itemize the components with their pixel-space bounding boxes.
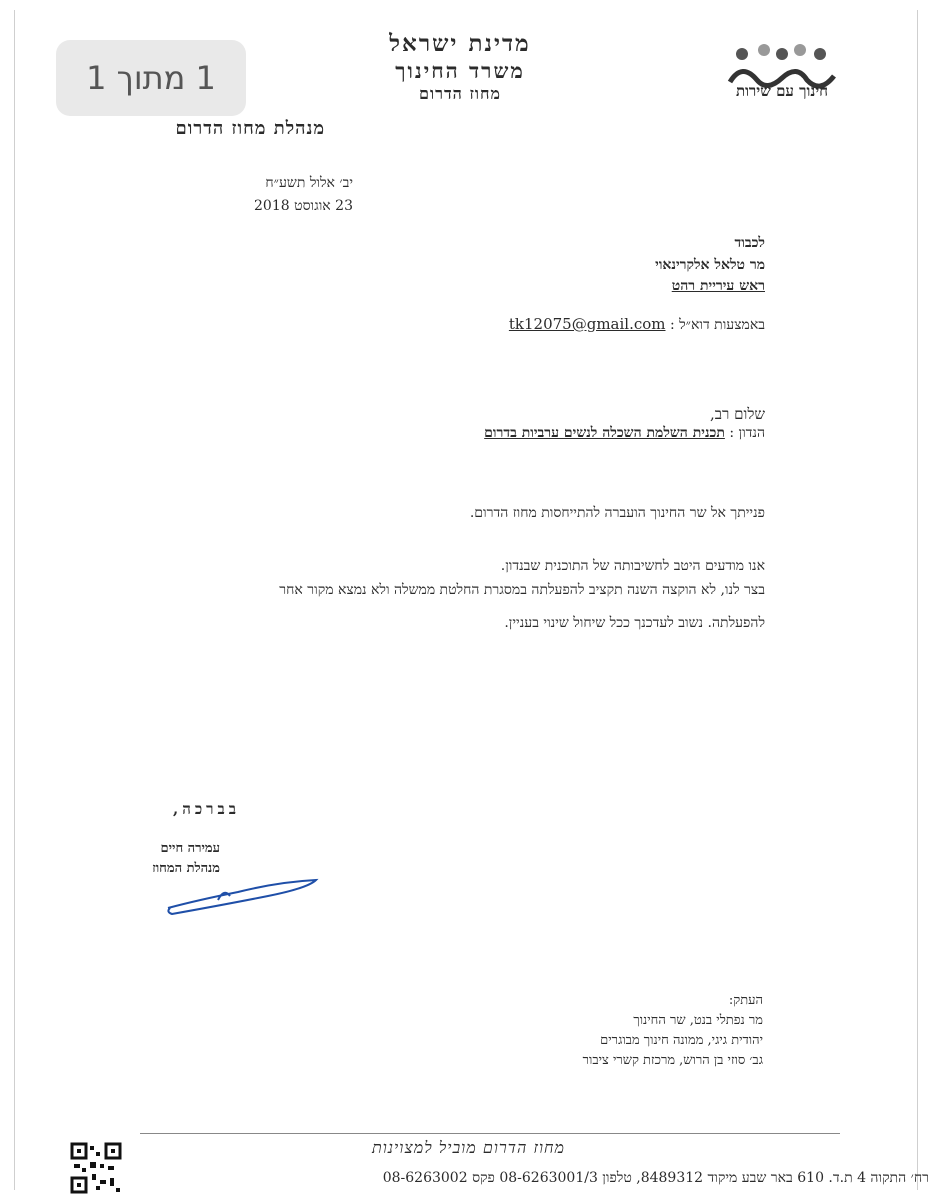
page-indicator: 1 מתוך 1 bbox=[56, 40, 246, 116]
footer-address: רח׳ התקוה 4 ת.ד. 610 באר שבע מיקוד 8489312, טלפון 08-6263001/3 פקס 08-6263002 bbox=[382, 1170, 929, 1186]
signatory-title: מנהלת המחוז bbox=[152, 861, 220, 876]
email-prefix: באמצעות דוא״ל : bbox=[669, 317, 765, 333]
email-line bbox=[509, 315, 765, 334]
document-page bbox=[14, 10, 918, 1190]
footer-title: מחוז הדרום מוביל למצוינות bbox=[372, 1138, 565, 1157]
body-paragraph: להפעלתה. נשוב לעדכנך ככל שיחול שינוי בעניין. bbox=[504, 615, 765, 631]
greeting: שלום רב, bbox=[710, 405, 765, 423]
body-paragraph: אנו מודעים היטב לחשיבותה של התוכנית שבנדון. bbox=[500, 558, 765, 574]
subject-text: תכנית השלמת השכלה לנשים ערביות בדרום bbox=[484, 425, 725, 441]
recipient-title: ראש עיריית רהט bbox=[671, 278, 765, 294]
cc-label: העתק: bbox=[728, 993, 763, 1008]
body-paragraph: פנייתך אל שר החינוך הועברה להתייחסות מחוז הדרום. bbox=[469, 505, 765, 521]
ministry-logo-icon bbox=[712, 42, 852, 118]
recipient-label: לכבוד bbox=[734, 235, 765, 251]
cc-item: מר נפתלי בנט, שר החינוך bbox=[633, 1013, 763, 1028]
qr-code-icon bbox=[70, 1142, 122, 1194]
cc-item: יהודית גיגי, ממונה חינוך מבוגרים bbox=[600, 1033, 763, 1048]
signatory-name: עמירה חיים bbox=[160, 841, 220, 856]
body-paragraph: בצר לנו, לא הוקצה השנה תקציב להפעלתה במסגרת החלטת ממשלה ולא נמצא מקור אחר bbox=[279, 582, 765, 598]
subject-line bbox=[484, 425, 765, 442]
recipient-name: מר טלאל אלקרינאוי bbox=[655, 257, 765, 273]
handwritten-signature-icon bbox=[158, 870, 328, 920]
subject-label: הנדון : bbox=[729, 425, 765, 441]
letterhead-district: מחוז הדרום bbox=[419, 84, 501, 103]
letterhead-ministry: משרד החינוך bbox=[395, 58, 525, 83]
date-hebrew: יב׳ אלול תשע״ח bbox=[265, 175, 353, 191]
directorate-title: מנהלת מחוז הדרום bbox=[175, 118, 325, 139]
footer-divider bbox=[140, 1133, 840, 1134]
logo-text: חינוך עם שירות bbox=[735, 82, 829, 100]
closing: בברכה, bbox=[172, 800, 240, 818]
cc-item: גב׳ סוזי בן הרוש, מרכזת קשרי ציבור bbox=[582, 1053, 763, 1068]
email-address: tk12075@gmail.com bbox=[508, 315, 666, 333]
letterhead-state: מדינת ישראל bbox=[389, 30, 531, 57]
date-gregorian: 23 אוגוסט 2018 bbox=[254, 198, 353, 214]
